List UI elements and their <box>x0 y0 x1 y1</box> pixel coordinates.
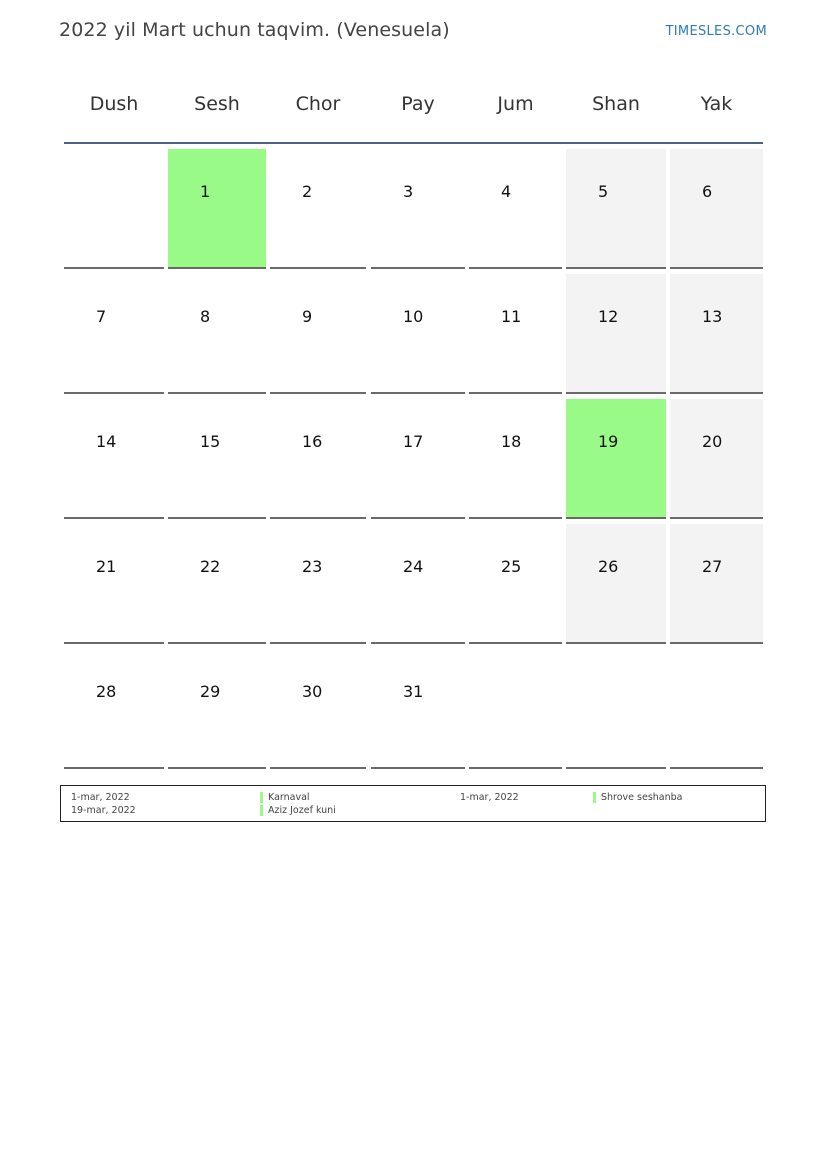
weekday-label: Chor <box>295 93 341 115</box>
day-cell[interactable] <box>566 524 666 644</box>
day-number: 26 <box>598 557 619 576</box>
weekday-label: Sesh <box>194 93 240 115</box>
weekday-label: Dush <box>89 93 139 115</box>
day-number: 25 <box>501 557 522 576</box>
legend-date: 19-mar, 2022 <box>71 805 136 816</box>
day-number: 4 <box>501 182 512 201</box>
day-cell[interactable] <box>270 399 366 519</box>
page-title: 2022 yil Mart uchun taqvim. (Venesuela) <box>59 19 450 41</box>
day-number: 20 <box>702 432 723 451</box>
empty-day-cell <box>64 149 164 269</box>
day-number: 13 <box>702 307 723 326</box>
day-number: 16 <box>302 432 323 451</box>
day-number: 14 <box>96 432 117 451</box>
weekday-label: Shan <box>592 93 640 115</box>
weekday-label: Pay <box>401 93 435 115</box>
day-number: 8 <box>200 307 211 326</box>
day-number: 9 <box>302 307 313 326</box>
legend-holiday-name: Karnaval <box>268 792 310 803</box>
day-cell[interactable] <box>469 149 562 269</box>
day-number: 24 <box>403 557 424 576</box>
holiday-color-marker <box>260 805 263 816</box>
day-number: 6 <box>702 182 713 201</box>
day-number: 15 <box>200 432 221 451</box>
day-cell[interactable] <box>371 399 465 519</box>
day-number: 12 <box>598 307 619 326</box>
holiday-color-marker <box>260 792 263 803</box>
legend-holiday-name: Aziz Jozef kuni <box>268 805 336 816</box>
day-cell[interactable] <box>168 399 266 519</box>
day-cell[interactable] <box>670 399 763 519</box>
day-cell[interactable] <box>270 149 366 269</box>
day-cell[interactable] <box>371 649 465 769</box>
day-number: 2 <box>302 182 313 201</box>
day-number: 17 <box>403 432 424 451</box>
day-cell[interactable] <box>64 649 164 769</box>
weekday-header-row <box>64 84 763 124</box>
day-cell[interactable] <box>566 399 666 519</box>
day-cell[interactable] <box>469 399 562 519</box>
day-cell[interactable] <box>371 149 465 269</box>
day-number: 19 <box>598 432 619 451</box>
day-cell[interactable] <box>670 149 763 269</box>
day-number: 11 <box>501 307 522 326</box>
weekday-label: Yak <box>700 93 733 115</box>
legend-date: 1-mar, 2022 <box>71 792 130 803</box>
day-number: 27 <box>702 557 723 576</box>
legend-date: 1-mar, 2022 <box>460 792 519 803</box>
day-cell[interactable] <box>469 274 562 394</box>
day-number: 5 <box>598 182 609 201</box>
empty-day-cell <box>469 649 562 769</box>
day-number: 10 <box>403 307 424 326</box>
header-divider <box>64 142 763 144</box>
day-number: 18 <box>501 432 522 451</box>
day-number: 7 <box>96 307 107 326</box>
holiday-legend <box>60 785 766 822</box>
day-cell[interactable] <box>64 274 164 394</box>
day-cell[interactable] <box>371 274 465 394</box>
day-cell[interactable] <box>270 649 366 769</box>
day-number: 21 <box>96 557 117 576</box>
day-cell[interactable] <box>168 524 266 644</box>
day-cell[interactable] <box>168 149 266 269</box>
day-cell[interactable] <box>670 524 763 644</box>
day-cell[interactable] <box>371 524 465 644</box>
day-number: 28 <box>96 682 117 701</box>
day-number: 1 <box>200 182 211 201</box>
day-number: 3 <box>403 182 414 201</box>
day-number: 22 <box>200 557 221 576</box>
day-number: 30 <box>302 682 323 701</box>
day-cell[interactable] <box>168 274 266 394</box>
day-cell[interactable] <box>64 399 164 519</box>
brand-link[interactable]: TIMESLES.COM <box>665 24 767 39</box>
day-cell[interactable] <box>566 274 666 394</box>
day-cell[interactable] <box>670 274 763 394</box>
day-cell[interactable] <box>469 524 562 644</box>
day-cell[interactable] <box>566 149 666 269</box>
day-cell[interactable] <box>64 524 164 644</box>
day-cell[interactable] <box>270 524 366 644</box>
day-number: 31 <box>403 682 424 701</box>
day-cell[interactable] <box>168 649 266 769</box>
day-number: 23 <box>302 557 323 576</box>
holiday-color-marker <box>593 792 596 803</box>
empty-day-cell <box>566 649 666 769</box>
weekday-label: Jum <box>497 93 534 115</box>
legend-holiday-name: Shrove seshanba <box>601 792 683 803</box>
day-cell[interactable] <box>270 274 366 394</box>
empty-day-cell <box>670 649 763 769</box>
day-number: 29 <box>200 682 221 701</box>
